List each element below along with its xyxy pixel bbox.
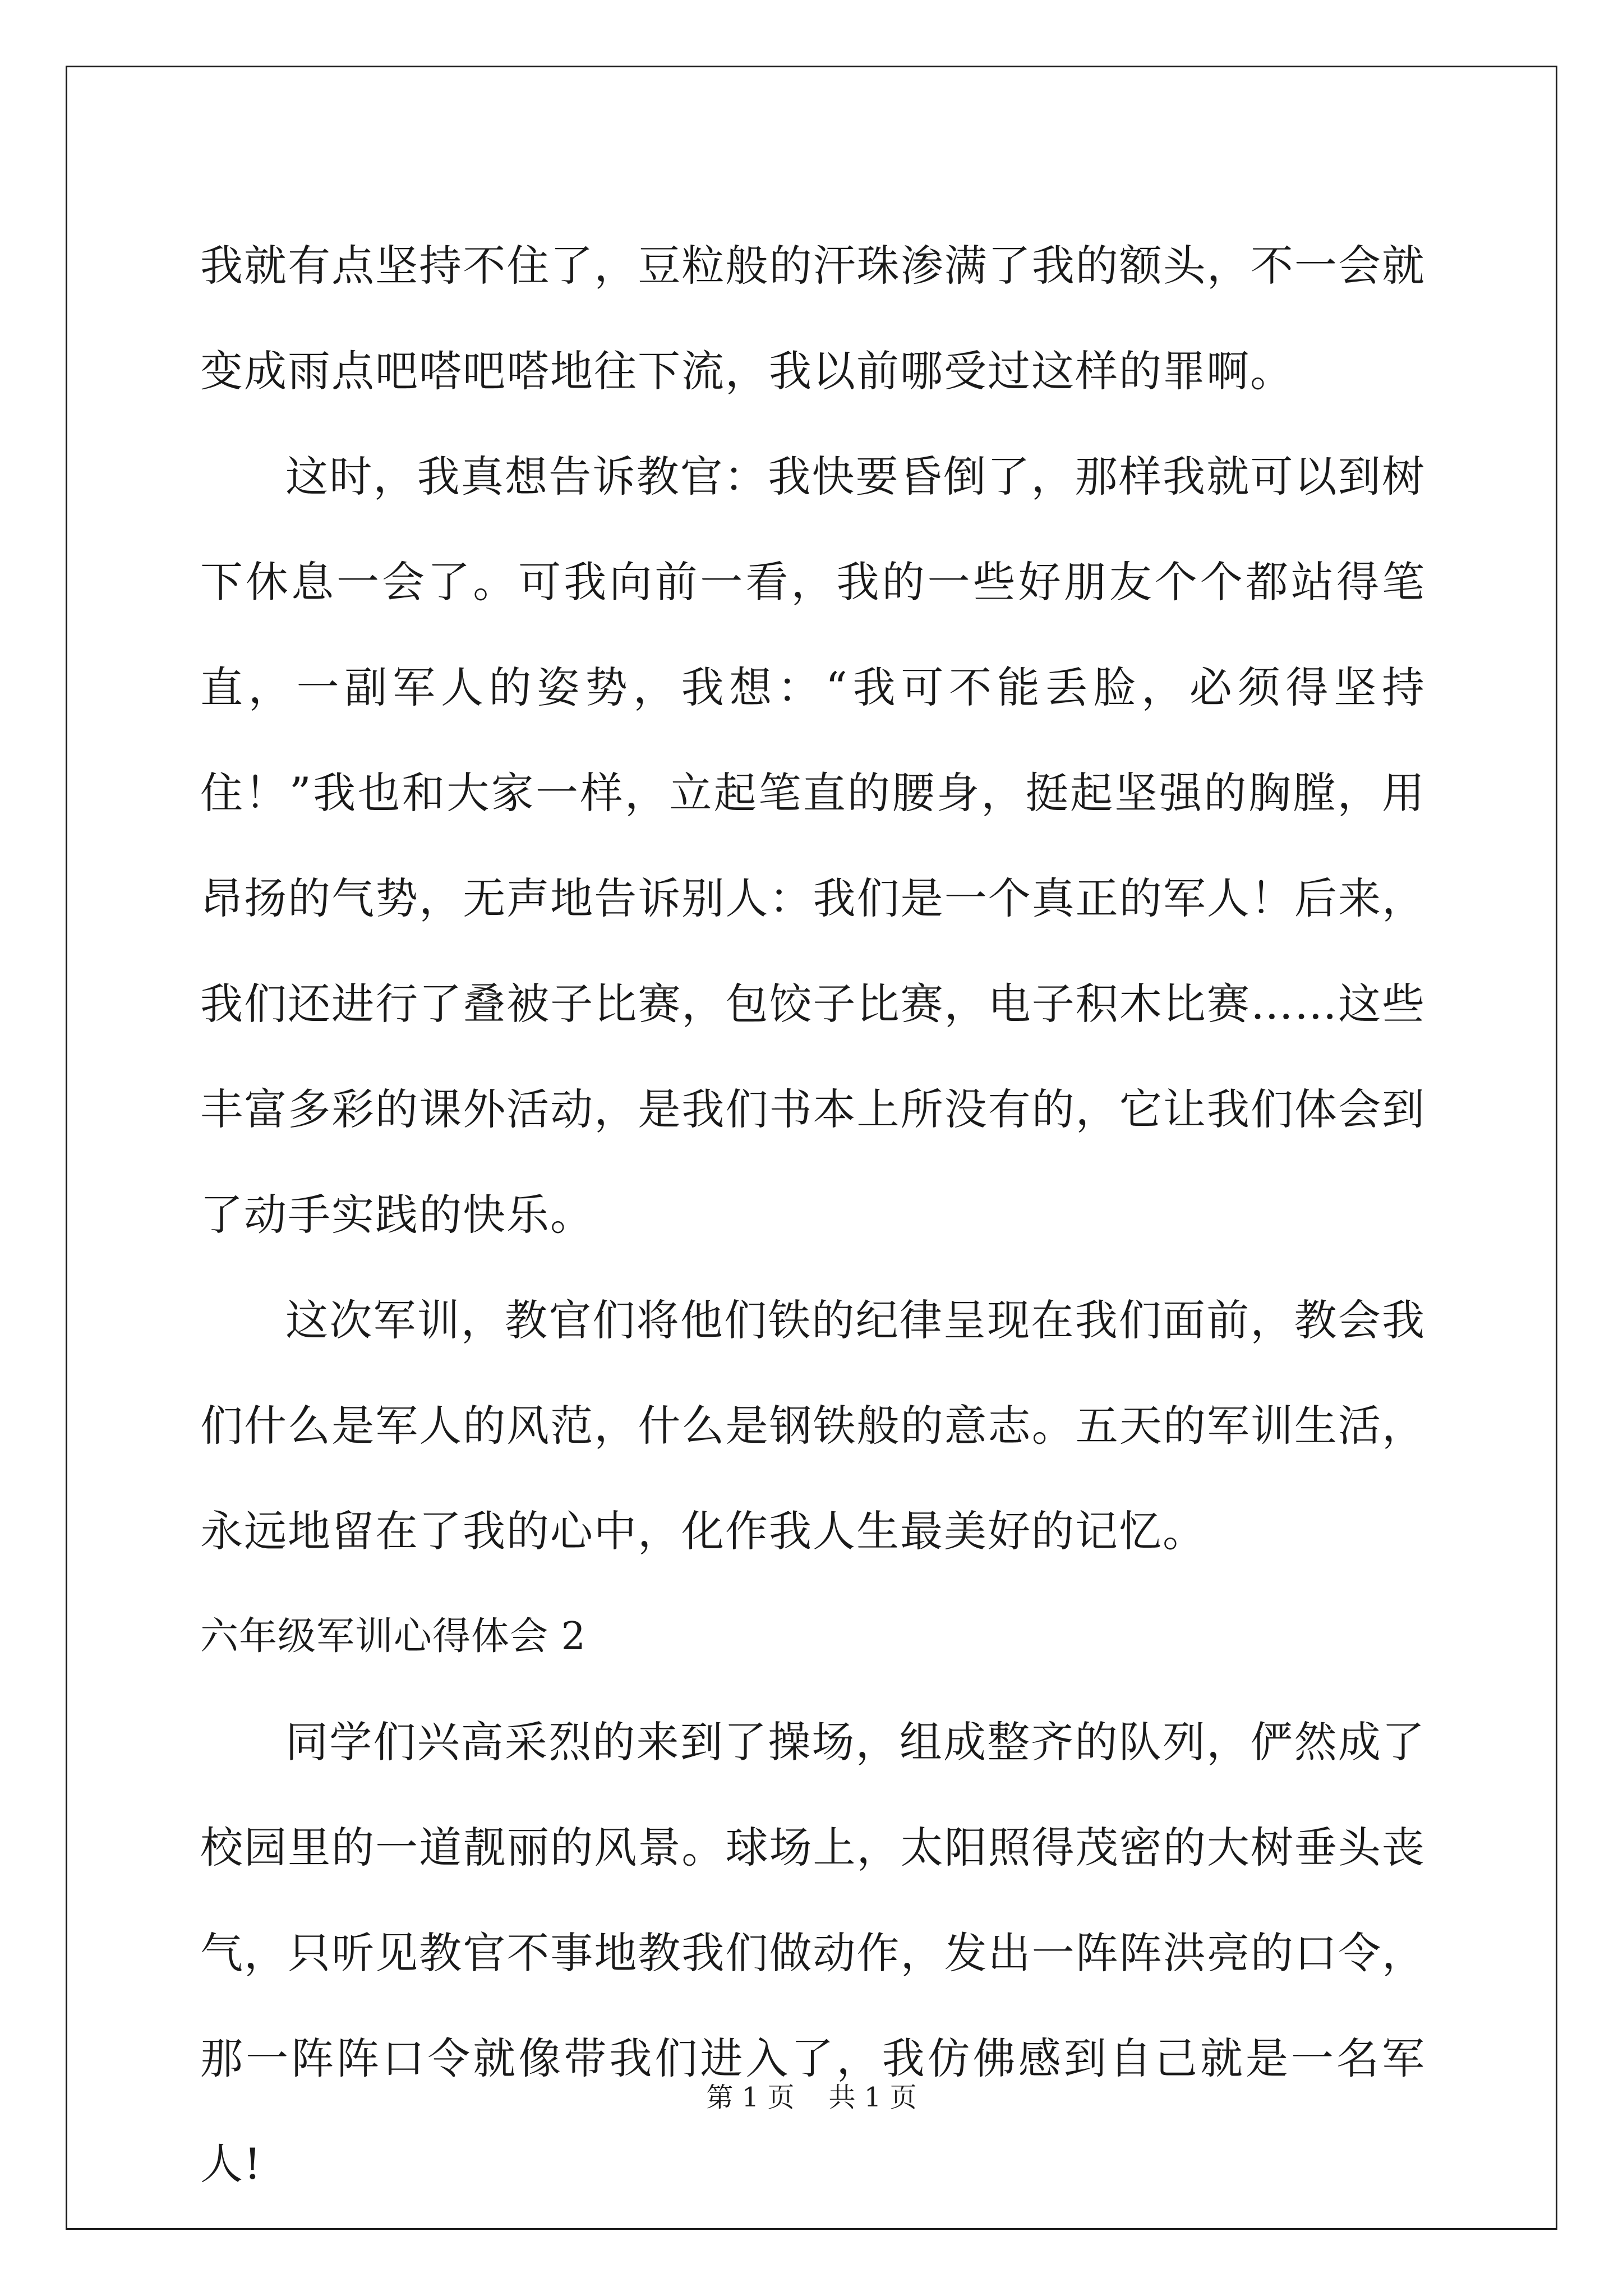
- paragraph-2: 这时，我真想告诉教官：我快要昏倒了，那样我就可以到树下休息一会了。可我向前一看，我的一些好朋友个个都站得笔直，一副军人的姿势，我想：“我可不能丢脸，必须得坚持住！”我也和大家一样，立起笔直的腰身，挺起坚强的胸膛，用昂扬的气势，无声地告诉别人：我们是一个真正的军人！后来，我们还进行了叠被子比赛，包饺子比赛，电子积木比赛……这些丰富多彩的课外活动，是我们书本上所没有的，它让我们体会到了动手实践的快乐。: [200, 452, 1426, 1240]
- paragraph-1: 我就有点坚持不住了，豆粒般的汗珠渗满了我的额头，不一会就变成雨点吧嗒吧嗒地往下流，我以前哪受过这样的罪啊。: [200, 241, 1426, 396]
- page-number-footer: 第 1 页 共 1 页: [706, 2082, 917, 2113]
- paragraph-3: 这次军训，教官们将他们铁的纪律呈现在我们面前，教会我们什么是军人的风范，什么是钢铁般的意志。五天的军训生活，永远地留在了我的心中，化作我人生最美好的记忆。: [200, 1295, 1426, 1556]
- document-body: [200, 213, 1426, 2217]
- section-title: 六年级军训心得体会 2: [200, 1614, 586, 1659]
- paragraph-4: 同学们兴高采烈的来到了操场，组成整齐的队列，俨然成了校园里的一道靓丽的风景。球场上，太阳照得茂密的大树垂头丧气，只听见教官不事地教我们做动作，发出一阵阵洪亮的口令，那一阵阵口令就像带我们进入了，我仿佛感到自己就是一名军人!: [200, 1717, 1426, 2189]
